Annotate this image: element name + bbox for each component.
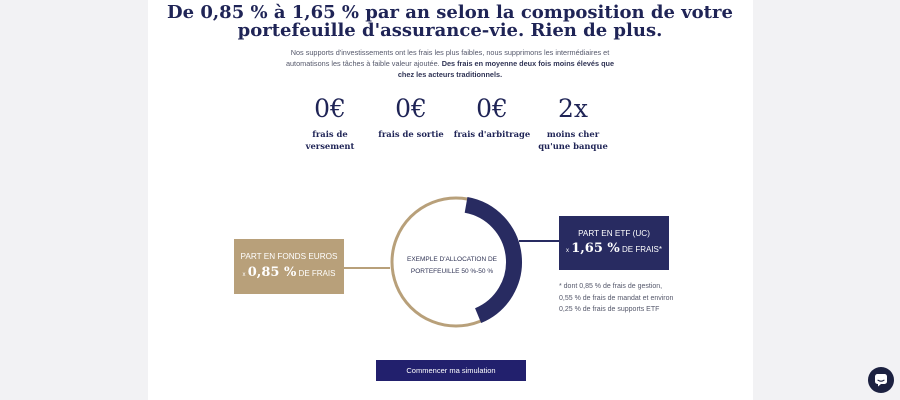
footnote-line-3: 0,25 % de frais de supports ETF bbox=[559, 306, 660, 313]
stat-value: 0€ bbox=[395, 94, 427, 123]
stat-label-line-1: frais d'arbitrage bbox=[453, 129, 531, 139]
fees-footnote bbox=[559, 281, 709, 316]
stat-value: 2x bbox=[557, 94, 588, 123]
euros-box-title: PART EN FONDS EUROS bbox=[240, 252, 338, 261]
stat-value: 0€ bbox=[314, 94, 346, 123]
chat-bubble-icon bbox=[874, 373, 888, 387]
etf-box-value bbox=[559, 241, 669, 256]
footnote-line-2: 0,55 % de frais de mandat et environ bbox=[559, 294, 674, 302]
etf-fees-box bbox=[559, 216, 669, 270]
stat-value: 0€ bbox=[476, 94, 508, 123]
stat-label-line-2: qu'une banque bbox=[538, 140, 608, 151]
etf-prefix: x bbox=[565, 248, 569, 254]
donut-center-line-2: PORTEFEUILLE 50 %-50 % bbox=[410, 268, 494, 275]
euros-prefix: x bbox=[242, 272, 246, 278]
start-simulation-button[interactable]: Commencer ma simulation bbox=[376, 360, 526, 381]
euros-pct: 0,85 % bbox=[247, 265, 297, 280]
intro-bold: Des frais en moyenne deux fois moins élevés que chez les acteurs traditionnels. bbox=[397, 59, 615, 80]
euros-fees-box bbox=[234, 239, 344, 294]
stat-label-line-1: moins cher bbox=[546, 129, 600, 139]
footnote-line-1: * dont 0,85 % de frais de gestion, bbox=[559, 283, 663, 290]
intro-text bbox=[280, 47, 620, 81]
connector-euros bbox=[344, 267, 390, 269]
euros-suffix: DE FRAIS bbox=[298, 269, 336, 278]
etf-pct: 1,65 % bbox=[571, 241, 620, 256]
etf-box-title: PART EN ETF (UC) bbox=[578, 229, 650, 238]
donut-center-label bbox=[400, 254, 504, 278]
intro-regular: Nos supports d'investissements ont les frais les plus faibles, nous supprimons les intermédiaires et automatisons les tâches à faible valeur ajoutée. bbox=[285, 48, 610, 69]
euros-box-value bbox=[234, 265, 344, 280]
headline-line-1: De 0,85 % à 1,65 % par an selon la composition de votre bbox=[167, 2, 733, 23]
stat-label bbox=[518, 129, 628, 152]
stat-label-line-2: versement bbox=[305, 140, 355, 151]
etf-suffix: DE FRAIS* bbox=[622, 245, 663, 254]
stat-label-line-1: frais de sortie bbox=[378, 129, 444, 139]
donut-center-line-1: EXEMPLE D'ALLOCATION DE bbox=[407, 256, 497, 263]
headline-line-2: portefeuille d'assurance-vie. Rien de plus. bbox=[237, 20, 663, 41]
stat-label-line-1: frais de bbox=[312, 129, 348, 139]
chat-launcher-button[interactable] bbox=[868, 367, 894, 393]
